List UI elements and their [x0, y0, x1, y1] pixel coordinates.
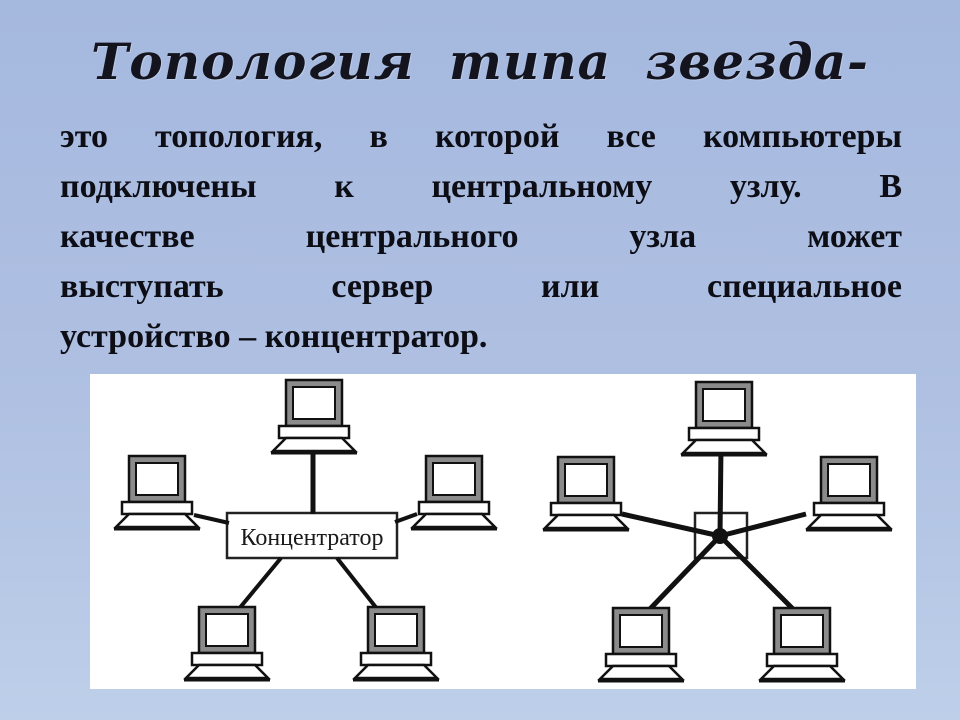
connection-line — [337, 558, 378, 610]
body-line: качестве центрального узла может — [60, 218, 902, 255]
computer-icon — [184, 607, 270, 680]
star-network-switch-diagram — [543, 382, 892, 681]
connection-line — [720, 446, 721, 536]
computer-icon — [353, 607, 439, 680]
computer-icon — [759, 608, 845, 681]
slide-title: Топология типа звезда- — [91, 32, 869, 91]
computer-icon — [806, 457, 892, 530]
body-line: подключены к центральному узлу. В — [60, 168, 902, 205]
computer-icon — [681, 382, 767, 455]
body-line: это топология, в которой все компьютеры — [60, 118, 902, 155]
computer-icon — [411, 456, 497, 529]
diagram-panel — [90, 374, 916, 689]
connection-line — [720, 536, 794, 610]
body-text — [60, 112, 902, 362]
connection-line — [649, 536, 720, 610]
connection-line — [194, 515, 229, 523]
computer-icon — [543, 457, 629, 530]
body-line: устройство – концентратор. — [60, 318, 488, 355]
connection-line — [238, 558, 281, 610]
star-network-hub-diagram — [114, 380, 497, 680]
computer-icon — [598, 608, 684, 681]
star-topology-diagram — [90, 374, 916, 689]
connection-line — [395, 514, 417, 522]
hub-label: Концентратор — [240, 525, 384, 551]
center-node-dot — [712, 528, 728, 544]
computer-icon — [271, 380, 357, 453]
computer-icon — [114, 456, 200, 529]
body-line: выступать сервер или специальное — [60, 268, 902, 305]
